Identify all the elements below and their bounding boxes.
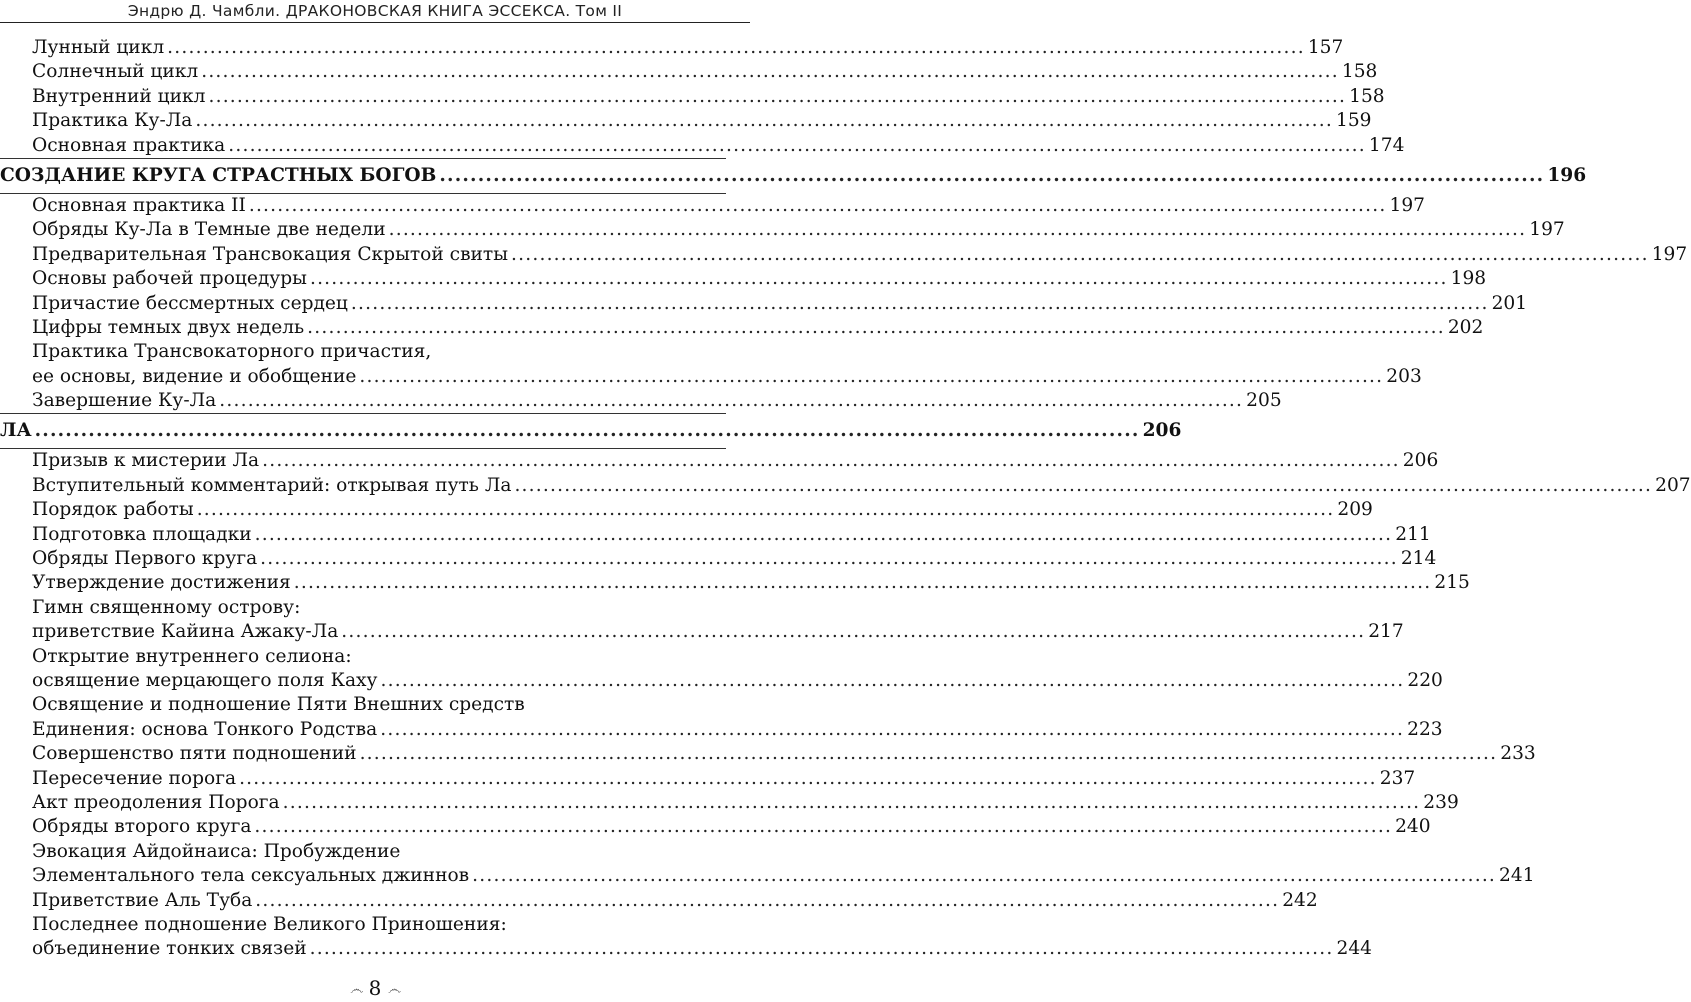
toc-entry-label: Солнечный цикл [32, 61, 199, 83]
table-of-contents [0, 36, 1691, 962]
leader-dots: ................................................................................................................................................ [359, 365, 1384, 387]
toc-entry-page: 242 [1282, 889, 1318, 911]
toc-entry-page: 214 [1400, 548, 1437, 570]
toc-entry-label: освящение мерцающего поля Каху [32, 669, 378, 691]
toc-entry[interactable] [0, 474, 1691, 498]
leader-dots: ................................................................................................................................................................ [248, 194, 1387, 216]
toc-entry-page: 209 [1337, 499, 1373, 521]
toc-entry[interactable] [0, 547, 1437, 571]
toc-entry-page: 215 [1434, 572, 1470, 594]
leader-dots: ................................................................................................................................................................ [260, 548, 1398, 570]
toc-entry-label: объединение тонких связей [32, 938, 307, 960]
leader-dots: ................................................................................................................................................ [255, 889, 1280, 911]
toc-group-3 [0, 449, 1691, 595]
toc-entry-label: Основы рабочей процедуры [32, 268, 307, 290]
toc-entry-label: СОЗДАНИЕ КРУГА СТРАСТНЫХ БОГОВ [0, 164, 437, 186]
toc-entry[interactable] [0, 85, 1385, 109]
toc-section-heading[interactable] [0, 161, 1587, 191]
toc-entry-page: 174 [1368, 134, 1405, 156]
toc-entry-label: Завершение Ку-Ла [32, 390, 217, 412]
toc-entry-label: Основная практика II [32, 194, 246, 216]
toc-entry[interactable] [0, 669, 1443, 693]
leader-dots: ................................................................................................................................................ [380, 718, 1405, 740]
toc-entry[interactable] [0, 60, 1378, 84]
toc-entry[interactable] [0, 767, 1416, 791]
toc-entry-page: 244 [1336, 938, 1372, 960]
toc-entry-label-line1: Эвокация Айдойнаиса: Пробуждение [32, 840, 401, 862]
leader-dots: ................................................................................................................................................................ [201, 61, 1339, 83]
leader-dots: ................................................................................................................................................................ [208, 85, 1347, 107]
toc-entry[interactable] [0, 292, 1528, 316]
leader-dots: ................................................................................................................................................................ [228, 134, 1366, 156]
toc-group-4 [0, 742, 1536, 840]
toc-entry-page: 158 [1341, 61, 1378, 83]
toc-entry[interactable] [0, 571, 1470, 595]
toc-entry-page: 203 [1386, 365, 1422, 387]
toc-entry-label: Предварительная Трансвокация Скрытой свиты [32, 243, 509, 265]
toc-entry-multiline[interactable] [0, 693, 750, 717]
toc-entry-label: Обряды второго круга [32, 816, 252, 838]
toc-entry-label-line1: Практика Трансвокаторного причастия, [32, 341, 432, 363]
leader-dots: ................................................................................................................................................................ [309, 268, 1448, 290]
toc-entry-page: 202 [1447, 316, 1484, 338]
toc-entry[interactable] [0, 620, 1404, 644]
toc-entry[interactable] [0, 523, 1431, 547]
toc-entry-page: 223 [1407, 718, 1443, 740]
toc-entry[interactable] [0, 498, 1373, 522]
toc-entry[interactable] [0, 815, 1431, 839]
leader-dots: ................................................................................................................................................................ [511, 243, 1649, 265]
running-title: Эндрю Д. Чамбли. ДРАКОНОВСКАЯ КНИГА ЭССЕКСА. Том II [127, 2, 623, 20]
toc-entry-label: Вступительный комментарий: открывая путь Ла [32, 474, 512, 496]
toc-entry-page: 239 [1423, 791, 1459, 813]
leader-dots: ................................................................................................................................................................ [195, 110, 1334, 132]
leader-dots: ................................................................................................................................................................ [254, 816, 1393, 838]
toc-entry-label: Обряды Первого круга [32, 548, 258, 570]
toc-entry-label: Обряды Ку-Ла в Темные две недели [32, 219, 386, 241]
toc-group-2 [0, 194, 1688, 340]
toc-entry[interactable] [0, 864, 1535, 888]
leader-dots: ................................................................................................................................................................ [254, 523, 1393, 545]
leader-dots: ................................................................................................................................................................ [388, 219, 1527, 241]
toc-entry-label: Призыв к мистерии Ла [32, 450, 260, 472]
page-footer [0, 976, 750, 1000]
toc-entry[interactable] [0, 742, 1536, 766]
toc-entry[interactable] [0, 267, 1487, 291]
toc-entry-page: 197 [1651, 243, 1688, 265]
toc-entry[interactable] [0, 243, 1688, 267]
toc-entry-page: 240 [1395, 816, 1431, 838]
toc-entry[interactable] [0, 194, 1425, 218]
leader-dots: ................................................................................................................................................................ [359, 743, 1498, 765]
toc-entry-page: 217 [1368, 621, 1404, 643]
toc-entry-page: 157 [1307, 37, 1344, 58]
toc-entry-page: 206 [1142, 420, 1182, 442]
page-number: 8 [368, 976, 382, 1000]
leader-dots: ................................................................................................................................................................ [196, 499, 1335, 521]
leader-dots: ................................................................................................................................................................ [262, 450, 1400, 472]
toc-entry[interactable] [0, 889, 1318, 913]
toc-entry-label: Совершенство пяти подношений [32, 743, 357, 765]
toc-entry-page: 159 [1336, 110, 1372, 132]
toc-entry-label: Внутренний цикл [32, 85, 206, 107]
toc-entry[interactable] [0, 791, 1459, 815]
toc-entry[interactable] [0, 218, 1565, 242]
toc-entry-label: ее основы, видение и обобщение [32, 365, 357, 387]
toc-entry[interactable] [0, 449, 1439, 473]
toc-entry-multiline[interactable] [0, 913, 750, 937]
leader-dots: ................................................................................................................................................ [472, 865, 1497, 887]
leader-dots: ................................................................................................................................................................ [239, 767, 1377, 789]
leader-dots: ................................................................................................................................................ [341, 621, 1366, 643]
toc-entry[interactable] [0, 36, 1344, 60]
ornament-right-icon: ෴ [387, 981, 400, 998]
toc-entry-label: Элементального тела сексуальных джиннов [32, 865, 470, 887]
leader-dots: ................................................................................................................................................................ [167, 37, 1305, 58]
toc-group-1 [0, 36, 1405, 158]
leader-dots: ................................................................................................................................................ [380, 669, 1405, 691]
toc-section-heading[interactable] [0, 416, 1182, 446]
toc-entry-page: 211 [1395, 523, 1431, 545]
toc-entry-label: Приветствие Аль Туба [32, 889, 253, 911]
toc-entry-page: 197 [1529, 219, 1565, 241]
ornament-left-icon: ෴ [349, 981, 363, 998]
leader-dots: ................................................................................................................................................................ [514, 474, 1653, 496]
toc-entry[interactable] [0, 718, 1443, 742]
toc-entry-page: 158 [1349, 85, 1385, 107]
toc-entry-page: 196 [1547, 164, 1587, 186]
leader-dots: ................................................................................................................................................................ [293, 572, 1432, 594]
toc-entry-label: Практика Ку-Ла [32, 110, 193, 132]
toc-entry[interactable] [0, 134, 1405, 158]
toc-entry-label-line1: Гимн священному острову: [32, 596, 301, 618]
toc-entry-multiline[interactable] [0, 596, 750, 620]
toc-entry-page: 237 [1379, 767, 1416, 789]
divider [0, 158, 726, 159]
toc-entry-multiline[interactable] [0, 645, 750, 669]
toc-entry-page: 207 [1655, 474, 1691, 496]
toc-entry-label: Лунный цикл [32, 37, 165, 58]
toc-entry-label-line1: Последнее подношение Великого Приношения: [32, 913, 507, 935]
toc-entry-page: 201 [1491, 292, 1528, 314]
toc-entry-label: приветствие Кайина Ажаку-Ла [32, 621, 339, 643]
toc-entry-page: 198 [1450, 268, 1487, 290]
toc-entry-page: 206 [1402, 450, 1439, 472]
toc-entry-label: Утверждение достижения [32, 572, 291, 594]
toc-entry-page: 241 [1499, 865, 1535, 887]
leader-dots: ................................................................................................................................................................ [350, 292, 1489, 314]
toc-entry-label-line1: Освящение и подношение Пяти Внешних средств [32, 694, 525, 716]
leader-dots: ................................................................................................................................................ [439, 164, 1545, 186]
toc-entry[interactable] [0, 365, 1422, 389]
leader-dots: ................................................................................................................................................ [309, 938, 1334, 960]
running-header [0, 0, 750, 23]
toc-entry-page: 197 [1389, 194, 1425, 216]
toc-entry[interactable] [0, 109, 1372, 133]
leader-dots: ................................................................................................................................................................ [282, 791, 1421, 813]
leader-dots: ................................................................................................................................................ [219, 390, 1244, 412]
toc-entry-label: Подготовка площадки [32, 523, 252, 545]
toc-entry[interactable] [0, 389, 1282, 413]
toc-entry[interactable] [0, 316, 1484, 340]
leader-dots: ................................................................................................................................................................ [307, 316, 1445, 338]
toc-entry-label: Основная практика [32, 134, 226, 156]
toc-entry-label-line1: Открытие внутреннего селиона: [32, 645, 352, 667]
toc-entry-label: Акт преодоления Порога [32, 791, 280, 813]
toc-entry-multiline[interactable] [0, 840, 750, 864]
toc-entry-multiline[interactable] [0, 340, 750, 364]
toc-entry-page: 205 [1246, 390, 1282, 412]
toc-entry-page: 220 [1407, 669, 1443, 691]
divider [0, 413, 726, 414]
toc-entry-label: Пересечение порога [32, 767, 237, 789]
toc-entry-label: Единения: основа Тонкого Родства [32, 718, 378, 740]
toc-entry-label: Порядок работы [32, 499, 194, 521]
toc-entry-label: ЛА [0, 420, 32, 442]
toc-entry-label: Причастие бессмертных сердец [32, 292, 348, 314]
toc-entry-label: Цифры темных двух недель [32, 316, 305, 338]
toc-entry[interactable] [0, 937, 1372, 961]
leader-dots: ................................................................................................................................................ [34, 420, 1140, 442]
toc-entry-page: 233 [1500, 743, 1536, 765]
